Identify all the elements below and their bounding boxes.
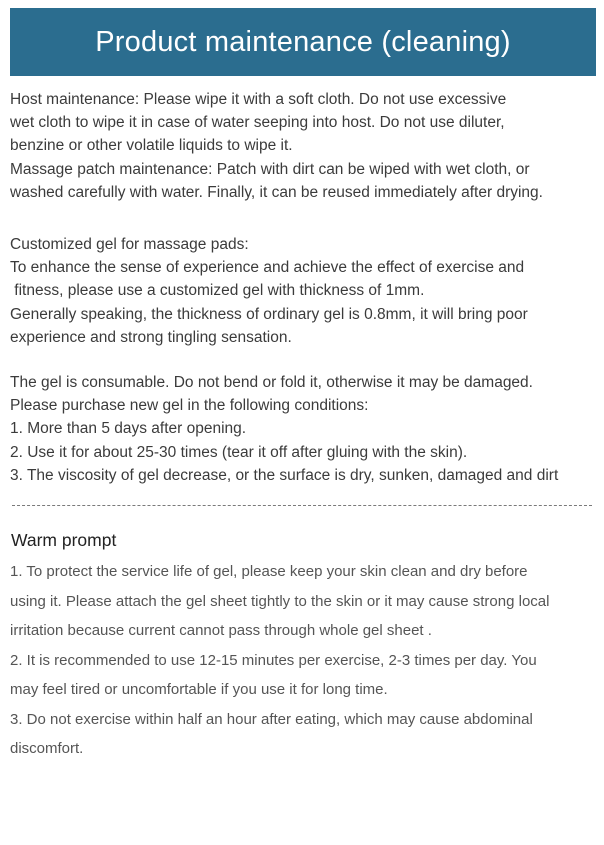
dashed-divider	[12, 505, 592, 506]
text-line: benzine or other volatile liquids to wipe it.	[10, 137, 293, 155]
gel-consumable-section	[10, 371, 600, 487]
warm-prompt-section	[10, 557, 600, 764]
text-line: Host maintenance: Please wipe it with a soft cloth. Do not use excessive	[10, 91, 507, 108]
text-line: 1. More than 5 days after opening.	[10, 420, 247, 438]
text-line: discomfort.	[10, 740, 84, 757]
text-line: 2. It is recommended to use 12-15 minutes per exercise, 2-3 times per day. You	[10, 651, 537, 669]
text-line: 2. Use it for about 25-30 times (tear it off after gluing with the skin).	[10, 443, 468, 461]
text-line: The gel is consumable. Do not bend or fold it, otherwise it may be damaged.	[10, 374, 533, 391]
customized-gel-section	[10, 233, 600, 349]
text-line: 1. To protect the service life of gel, please keep your skin clean and dry before	[10, 563, 528, 580]
text-line: 3. The viscosity of gel decrease, or the surface is dry, sunken, damaged and dirt	[10, 466, 559, 484]
text-line: experience and strong tingling sensation.	[10, 328, 292, 346]
text-line: Please purchase new gel in the following conditions:	[10, 397, 369, 415]
text-line: Generally speaking, the thickness of ordinary gel is 0.8mm, it will bring poor	[10, 305, 528, 323]
text-line: To enhance the sense of experience and achieve the effect of exercise and	[10, 259, 525, 277]
text-line: fitness, please use a customized gel with thickness of 1mm.	[10, 282, 425, 300]
page-title: Product maintenance (cleaning)	[95, 25, 511, 58]
text-line: Customized gel for massage pads:	[10, 236, 249, 253]
text-line: irritation because current cannot pass through whole gel sheet .	[10, 622, 432, 639]
text-line: Massage patch maintenance: Patch with dirt can be wiped with wet cloth, or	[10, 160, 530, 178]
text-line: 3. Do not exercise within half an hour after eating, which may cause abdominal	[10, 710, 533, 728]
text-line: may feel tired or uncomfortable if you use it for long time.	[10, 681, 388, 698]
warm-prompt-title: Warm prompt	[11, 530, 117, 550]
header-banner	[10, 8, 596, 76]
text-line: washed carefully with water. Finally, it can be reused immediately after drying.	[10, 183, 543, 201]
host-maintenance-section	[10, 88, 600, 204]
text-line: wet cloth to wipe it in case of water seeping into host. Do not use diluter,	[10, 114, 505, 132]
text-line: using it. Please attach the gel sheet tightly to the skin or it may cause strong local	[10, 592, 550, 610]
